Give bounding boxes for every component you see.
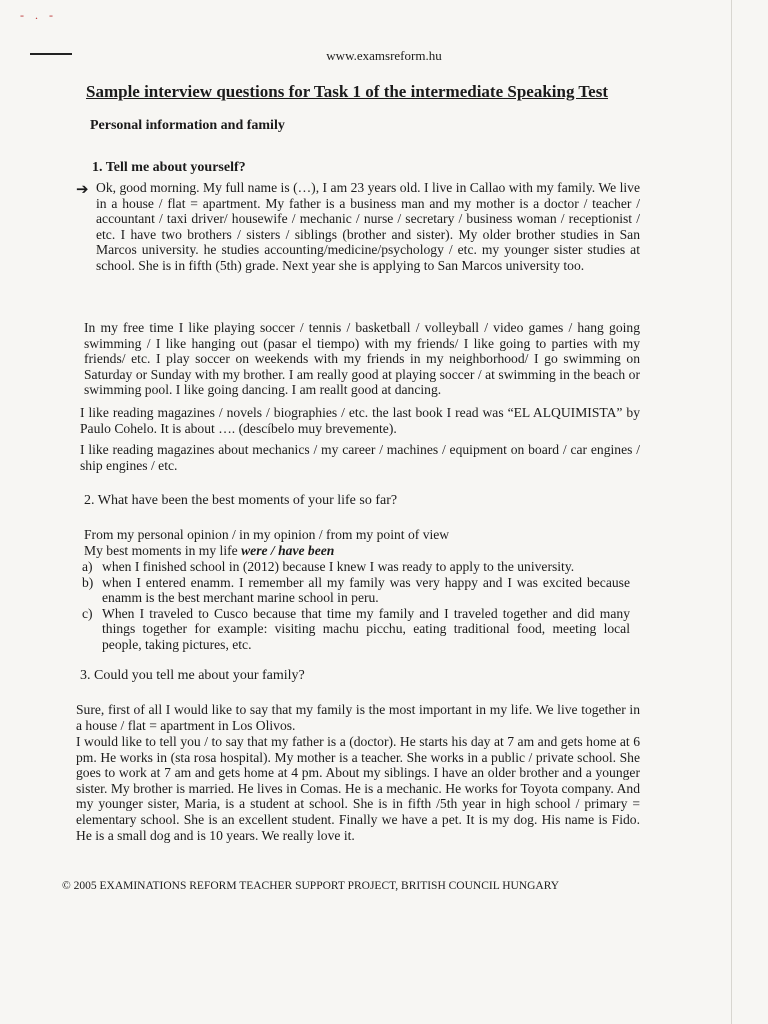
best-moments-list: [82, 559, 630, 653]
scan-edge-line: [731, 0, 732, 1024]
list-item-marker: a): [82, 559, 93, 574]
answer-2-intro-2-emphasis: were / have been: [241, 543, 335, 558]
answer-1-paragraph-2: In my free time I like playing soccer / tennis / basketball / volleyball / video games / hang going swimming / I like hanging out (pasar el tiempo) with my friends/ I like going to parties with my friends/ etc. I play soccer on weekends with my friends in my neighborhood/ I go swimming on Saturday or Sunday with my brother. I am really good at playing soccer / at swimming in the beach or swimming pool. I like going dancing. I am reallt good at dancing.: [84, 320, 640, 398]
question-1: [92, 160, 246, 176]
arrow-right-icon: ➔: [76, 182, 89, 198]
answer-2-intro-2-text: My best moments in my life: [84, 543, 238, 558]
list-item: [82, 575, 630, 606]
list-item-text: When I traveled to Cusco because that time my family and I traveled together and did many things together for example: visiting machu picchu, eating traditional food, meeting local people, taking pictures, etc.: [102, 605, 630, 652]
list-item: [82, 606, 630, 653]
copyright-footer: © 2005 EXAMINATIONS REFORM TEACHER SUPPORT PROJECT, BRITISH COUNCIL HUNGARY: [62, 880, 560, 892]
answer-2-intro-1: From my personal opinion / in my opinion / from my point of view: [84, 527, 450, 542]
answer-1-paragraph-4: I like reading magazines about mechanics / my career / machines / equipment on board / car engines / ship engines / etc.: [80, 442, 640, 473]
answer-2-intro-2: [84, 543, 644, 559]
list-item-marker: b): [82, 574, 94, 590]
answer-3-paragraph-2: I would like to tell you / to say that my father is a (doctor). He starts his day at 7 am and gets home at 6 pm. He works in (sta rosa hospital). My mother is a teacher. She works in a public / private school. She goes to work at 7 am and gets home at 4 pm. About my siblings. I have an older brother and a younger sister. My brother is married. He lives in Comas. He is a mechanic. He works for Toyota company. And my younger sister, Maria, is a student at school. She is in fifth /5th year in high school / primary = elementary school. She is an excellent student. Finally we have a pet. It is my dog. His name is Fido. He is a small dog and is 10 years. We really love it.: [76, 734, 640, 843]
list-item: [82, 559, 630, 575]
question-1-number: 1.: [92, 160, 103, 175]
question-3: [80, 668, 305, 684]
answer-1-paragraph-1: Ok, good morning. My full name is (…), I am 23 years old. I live in Callao with my family. We live in a house / flat = apartment. My father is a business man and my mother is a doctor / teacher / accountant / taxi driver/ housewife / mechanic / nurse / secretary / business woman / receptionist / etc. I have two brothers / sisters / siblings (brother and sister). My older brother studies in San Marcos university. he studies accounting/medicine/psychology / etc. my younger sister studies at school. She is in fifth (5th) grade. Next year she is applying to San Marcos university too.: [96, 180, 640, 273]
question-2-number: 2.: [84, 493, 95, 508]
question-3-text: Could you tell me about your family?: [94, 668, 305, 683]
header-url: www.examsreform.hu: [326, 48, 442, 63]
question-1-text: Tell me about yourself?: [105, 160, 246, 175]
list-item-marker: c): [82, 605, 93, 621]
list-item-text: when I entered enamm. I remember all my family was very happy and I was excited because enamm is the best merchant marine school in peru.: [102, 574, 630, 606]
question-2-text: What have been the best moments of your life so far?: [97, 493, 398, 508]
section-heading: Personal information and family: [90, 118, 285, 133]
answer-1-paragraph-3: I like reading magazines / novels / biographies / etc. the last book I read was “EL ALQUIMISTA” by Paulo Cohelo. It is about …. (descíbelo muy brevemente).: [80, 405, 640, 436]
question-3-number: 3.: [80, 668, 91, 683]
corner-marks: - . -: [20, 8, 57, 22]
page-title: Sample interview questions for Task 1 of the intermediate Speaking Test: [86, 82, 609, 101]
question-2: [84, 493, 397, 509]
list-item-text: when I finished school in (2012) because I knew I was ready to apply to the university.: [102, 559, 575, 574]
answer-3-paragraph-1: Sure, first of all I would like to say that my family is the most important in my life. We live together in a house / flat = apartment in Los Olivos.: [76, 702, 640, 733]
